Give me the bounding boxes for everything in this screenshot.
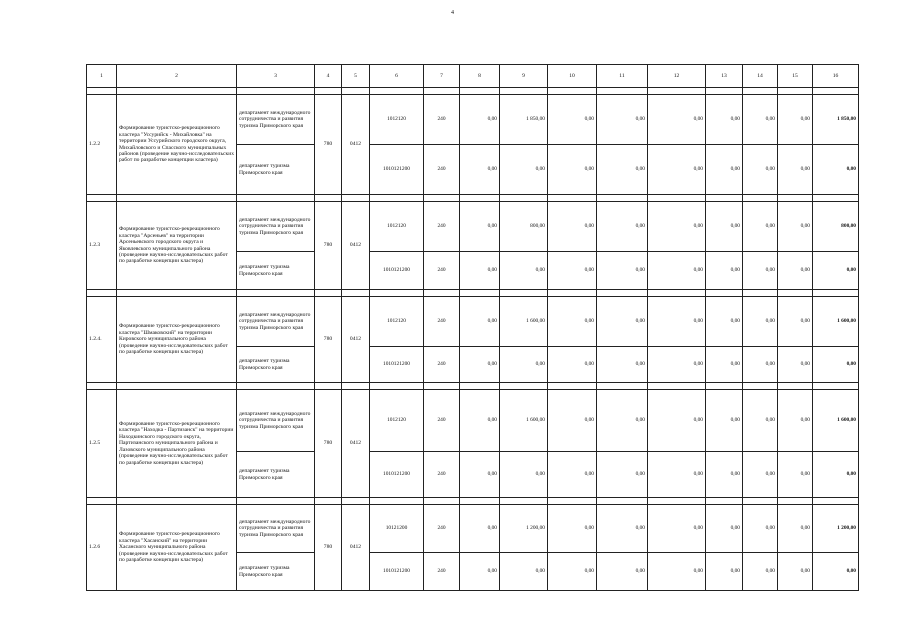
separator-cell (706, 383, 743, 390)
expense-type-code: 240 (424, 553, 460, 591)
amount-cell: 0,00 (648, 505, 706, 553)
amount-cell: 0,00 (778, 252, 813, 290)
separator-cell (778, 88, 813, 95)
amount-cell: 0,00 (460, 505, 500, 553)
separator-cell (315, 498, 342, 505)
expense-type-code: 240 (424, 145, 460, 195)
amount-cell: 0,00 (597, 145, 648, 195)
separator-cell (648, 195, 706, 202)
separator-cell (117, 195, 237, 202)
expense-type-code: 240 (424, 202, 460, 252)
amount-cell: 0,00 (597, 505, 648, 553)
separator-cell (87, 498, 117, 505)
separator-cell (460, 290, 500, 297)
item-name: Формирование туристско-рекреационного кластера "Хасанский" на территории Хасанского муниципального района (проведение научно-исследовательских работ по разработке концепции кластера) (117, 505, 237, 591)
row-separator (87, 88, 859, 95)
amount-cell: 1 200,00 (813, 505, 859, 553)
separator-cell (500, 290, 548, 297)
page-number: 4 (451, 10, 454, 16)
separator-cell (706, 88, 743, 95)
separator-cell (500, 195, 548, 202)
separator-cell (500, 88, 548, 95)
separator-cell (597, 498, 648, 505)
separator-cell (237, 88, 315, 95)
separator-cell (778, 290, 813, 297)
separator-cell (648, 383, 706, 390)
amount-cell: 0,00 (706, 95, 743, 145)
separator-cell (87, 195, 117, 202)
amount-cell: 0,00 (648, 95, 706, 145)
amount-cell: 0,00 (500, 145, 548, 195)
amount-cell: 0,00 (500, 553, 548, 591)
separator-cell (813, 383, 859, 390)
separator-cell (648, 498, 706, 505)
amount-cell: 0,00 (460, 145, 500, 195)
separator-cell (597, 290, 648, 297)
amount-cell: 0,00 (648, 452, 706, 498)
executor-cell: департамент международного сотрудничества и развития туризма Приморского края (237, 95, 315, 145)
separator-cell (597, 383, 648, 390)
amount-cell: 0,00 (548, 505, 597, 553)
header-cell: 7 (424, 65, 460, 88)
separator-cell (315, 383, 342, 390)
amount-cell: 800,00 (813, 202, 859, 252)
header-cell: 15 (778, 65, 813, 88)
table-row (87, 505, 859, 553)
amount-cell: 0,00 (460, 297, 500, 347)
header-cell: 5 (342, 65, 370, 88)
amount-cell: 0,00 (597, 297, 648, 347)
amount-cell: 0,00 (548, 390, 597, 452)
amount-cell: 0,00 (548, 347, 597, 383)
amount-cell: 0,00 (813, 145, 859, 195)
separator-cell (237, 290, 315, 297)
amount-cell: 0,00 (778, 347, 813, 383)
amount-cell: 0,00 (460, 553, 500, 591)
executor-cell: департамент международного сотрудничества и развития туризма Приморского края (237, 505, 315, 553)
amount-cell: 0,00 (648, 390, 706, 452)
amount-cell: 0,00 (706, 553, 743, 591)
separator-cell (500, 498, 548, 505)
section-code: 0412 (342, 505, 370, 591)
executor-cell: департамент туризма Приморского края (237, 452, 315, 498)
amount-cell: 0,00 (813, 553, 859, 591)
amount-cell: 0,00 (743, 347, 778, 383)
executor-cell: департамент туризма Приморского края (237, 347, 315, 383)
amount-cell: 1 850,00 (500, 95, 548, 145)
amount-cell: 0,00 (500, 252, 548, 290)
item-number: 1.2.6 (87, 505, 117, 591)
amount-cell: 0,00 (597, 553, 648, 591)
header-cell: 14 (743, 65, 778, 88)
item-number: 1.2.5 (87, 390, 117, 498)
item-number: 1.2.2 (87, 95, 117, 195)
amount-cell: 1 600,00 (500, 297, 548, 347)
amount-cell: 0,00 (460, 390, 500, 452)
target-article-code: 1012120 (370, 202, 424, 252)
grbs-code: 780 (315, 505, 342, 591)
amount-cell: 0,00 (743, 390, 778, 452)
separator-cell (237, 498, 315, 505)
separator-cell (548, 290, 597, 297)
target-article-code: 1010121200 (370, 553, 424, 591)
amount-cell: 0,00 (706, 505, 743, 553)
budget-table (86, 64, 859, 591)
separator-cell (342, 88, 370, 95)
amount-cell: 0,00 (648, 297, 706, 347)
header-cell: 16 (813, 65, 859, 88)
item-name: Формирование туристско-рекреационного кластера "Арсеньев" на территории Арсеньевского городского округа и Яковлевского муниципального района (проведение научно-исследовательских работ по разработке концепции кластера) (117, 202, 237, 290)
header-cell: 9 (500, 65, 548, 88)
table-row (87, 202, 859, 252)
amount-cell: 0,00 (460, 95, 500, 145)
separator-cell (424, 498, 460, 505)
target-article-code: 1012120 (370, 390, 424, 452)
separator-cell (424, 290, 460, 297)
separator-cell (342, 383, 370, 390)
amount-cell: 1 600,00 (813, 297, 859, 347)
separator-cell (117, 290, 237, 297)
amount-cell: 0,00 (548, 145, 597, 195)
section-code: 0412 (342, 390, 370, 498)
separator-cell (460, 498, 500, 505)
header-row (87, 65, 859, 88)
separator-cell (743, 88, 778, 95)
row-separator (87, 290, 859, 297)
amount-cell: 0,00 (706, 297, 743, 347)
amount-cell: 0,00 (597, 252, 648, 290)
executor-cell: департамент туризма Приморского края (237, 252, 315, 290)
item-number: 1.2.4. (87, 297, 117, 383)
amount-cell: 0,00 (743, 202, 778, 252)
expense-type-code: 240 (424, 95, 460, 145)
amount-cell: 1 600,00 (500, 390, 548, 452)
separator-cell (548, 383, 597, 390)
separator-cell (117, 498, 237, 505)
separator-cell (237, 195, 315, 202)
executor-cell: департамент международного сотрудничества и развития туризма Приморского края (237, 297, 315, 347)
amount-cell: 0,00 (648, 202, 706, 252)
row-separator (87, 383, 859, 390)
section-code: 0412 (342, 297, 370, 383)
separator-cell (706, 290, 743, 297)
target-article-code: 1010121200 (370, 145, 424, 195)
amount-cell: 0,00 (548, 297, 597, 347)
separator-cell (548, 88, 597, 95)
table-row (87, 297, 859, 347)
separator-cell (342, 290, 370, 297)
separator-cell (548, 498, 597, 505)
section-code: 0412 (342, 202, 370, 290)
header-cell: 1 (87, 65, 117, 88)
separator-cell (597, 88, 648, 95)
separator-cell (813, 290, 859, 297)
header-cell: 6 (370, 65, 424, 88)
separator-cell (743, 383, 778, 390)
target-article-code: 1010121200 (370, 252, 424, 290)
expense-type-code: 240 (424, 390, 460, 452)
header-cell: 8 (460, 65, 500, 88)
amount-cell: 0,00 (778, 452, 813, 498)
amount-cell: 0,00 (648, 145, 706, 195)
separator-cell (315, 88, 342, 95)
item-name: Формирование туристско-рекреационного кластера "Уссурийск - Михайловка" на территории Уссурийского городского округа, Михайловского и Спасского муниципальных районов (проведение научно-исследовательских работ по разработке концепции кластера) (117, 95, 237, 195)
item-name: Формирование туристско-рекреационного кластера "Находка - Партизанск" на территории Находкинского городского округа, Партизанского муниципального района и Лазовского муниципального района (проведение научно-исследовательских работ по разработке концепции кластера) (117, 390, 237, 498)
amount-cell: 0,00 (548, 95, 597, 145)
separator-cell (370, 290, 424, 297)
separator-cell (315, 195, 342, 202)
separator-cell (424, 383, 460, 390)
separator-cell (743, 290, 778, 297)
amount-cell: 0,00 (597, 202, 648, 252)
header-cell: 10 (548, 65, 597, 88)
executor-cell: департамент туризма Приморского края (237, 553, 315, 591)
separator-cell (460, 383, 500, 390)
amount-cell: 1 600,00 (813, 390, 859, 452)
row-separator (87, 195, 859, 202)
target-article-code: 1012120 (370, 297, 424, 347)
expense-type-code: 240 (424, 347, 460, 383)
separator-cell (370, 383, 424, 390)
section-code: 0412 (342, 95, 370, 195)
separator-cell (706, 195, 743, 202)
separator-cell (548, 195, 597, 202)
amount-cell: 0,00 (743, 452, 778, 498)
separator-cell (813, 195, 859, 202)
amount-cell: 0,00 (778, 505, 813, 553)
amount-cell: 0,00 (706, 452, 743, 498)
separator-cell (370, 88, 424, 95)
amount-cell: 1 850,00 (813, 95, 859, 145)
separator-cell (370, 195, 424, 202)
grbs-code: 780 (315, 202, 342, 290)
separator-cell (648, 88, 706, 95)
header-cell: 11 (597, 65, 648, 88)
amount-cell: 0,00 (500, 452, 548, 498)
amount-cell: 0,00 (743, 145, 778, 195)
amount-cell: 0,00 (597, 95, 648, 145)
header-cell: 2 (117, 65, 237, 88)
amount-cell: 0,00 (648, 553, 706, 591)
amount-cell: 0,00 (706, 252, 743, 290)
separator-cell (778, 498, 813, 505)
table-row (87, 95, 859, 145)
executor-cell: департамент международного сотрудничества и развития туризма Приморского края (237, 202, 315, 252)
header-cell: 13 (706, 65, 743, 88)
separator-cell (87, 383, 117, 390)
separator-cell (342, 498, 370, 505)
separator-cell (87, 88, 117, 95)
executor-cell: департамент международного сотрудничества и развития туризма Приморского края (237, 390, 315, 452)
separator-cell (743, 195, 778, 202)
separator-cell (424, 88, 460, 95)
table-body (87, 65, 859, 591)
separator-cell (648, 290, 706, 297)
expense-type-code: 240 (424, 297, 460, 347)
target-article-code: 10121200 (370, 505, 424, 553)
separator-cell (706, 498, 743, 505)
separator-cell (597, 195, 648, 202)
amount-cell: 0,00 (743, 95, 778, 145)
amount-cell: 0,00 (778, 553, 813, 591)
amount-cell: 0,00 (743, 505, 778, 553)
amount-cell: 0,00 (597, 347, 648, 383)
amount-cell: 0,00 (548, 553, 597, 591)
grbs-code: 780 (315, 95, 342, 195)
amount-cell: 0,00 (743, 553, 778, 591)
grbs-code: 780 (315, 390, 342, 498)
separator-cell (370, 498, 424, 505)
separator-cell (315, 290, 342, 297)
header-cell: 3 (237, 65, 315, 88)
amount-cell: 0,00 (706, 390, 743, 452)
amount-cell: 0,00 (743, 252, 778, 290)
header-cell: 4 (315, 65, 342, 88)
amount-cell: 0,00 (548, 452, 597, 498)
amount-cell: 0,00 (778, 390, 813, 452)
amount-cell: 0,00 (460, 252, 500, 290)
amount-cell: 0,00 (706, 202, 743, 252)
executor-cell: департамент туризма Приморского края (237, 145, 315, 195)
item-number: 1.2.3 (87, 202, 117, 290)
expense-type-code: 240 (424, 252, 460, 290)
amount-cell: 0,00 (548, 252, 597, 290)
amount-cell: 0,00 (548, 202, 597, 252)
separator-cell (813, 498, 859, 505)
separator-cell (460, 88, 500, 95)
amount-cell: 0,00 (813, 347, 859, 383)
separator-cell (87, 290, 117, 297)
amount-cell: 0,00 (813, 252, 859, 290)
separator-cell (500, 383, 548, 390)
amount-cell: 0,00 (648, 252, 706, 290)
amount-cell: 0,00 (460, 347, 500, 383)
amount-cell: 0,00 (706, 145, 743, 195)
item-name: Формирование туристско-рекреационного кластера "Шмаковский" на территории Кировского муниципального района (проведение научно-исследовательских работ по разработке концепции кластера) (117, 297, 237, 383)
header-cell: 12 (648, 65, 706, 88)
separator-cell (778, 383, 813, 390)
separator-cell (743, 498, 778, 505)
amount-cell: 0,00 (706, 347, 743, 383)
amount-cell: 0,00 (778, 95, 813, 145)
amount-cell: 0,00 (778, 145, 813, 195)
table-row (87, 390, 859, 452)
amount-cell: 0,00 (460, 452, 500, 498)
separator-cell (460, 195, 500, 202)
amount-cell: 0,00 (648, 347, 706, 383)
row-separator (87, 498, 859, 505)
amount-cell: 800,00 (500, 202, 548, 252)
amount-cell: 0,00 (813, 452, 859, 498)
amount-cell: 0,00 (597, 452, 648, 498)
amount-cell: 0,00 (460, 202, 500, 252)
target-article-code: 1010121200 (370, 452, 424, 498)
separator-cell (813, 88, 859, 95)
expense-type-code: 240 (424, 505, 460, 553)
separator-cell (237, 383, 315, 390)
target-article-code: 1012120 (370, 95, 424, 145)
amount-cell: 0,00 (500, 347, 548, 383)
separator-cell (424, 195, 460, 202)
amount-cell: 0,00 (743, 297, 778, 347)
grbs-code: 780 (315, 297, 342, 383)
amount-cell: 0,00 (778, 297, 813, 347)
amount-cell: 1 200,00 (500, 505, 548, 553)
separator-cell (117, 383, 237, 390)
separator-cell (342, 195, 370, 202)
separator-cell (778, 195, 813, 202)
separator-cell (117, 88, 237, 95)
expense-type-code: 240 (424, 452, 460, 498)
amount-cell: 0,00 (597, 390, 648, 452)
target-article-code: 1010121200 (370, 347, 424, 383)
amount-cell: 0,00 (778, 202, 813, 252)
